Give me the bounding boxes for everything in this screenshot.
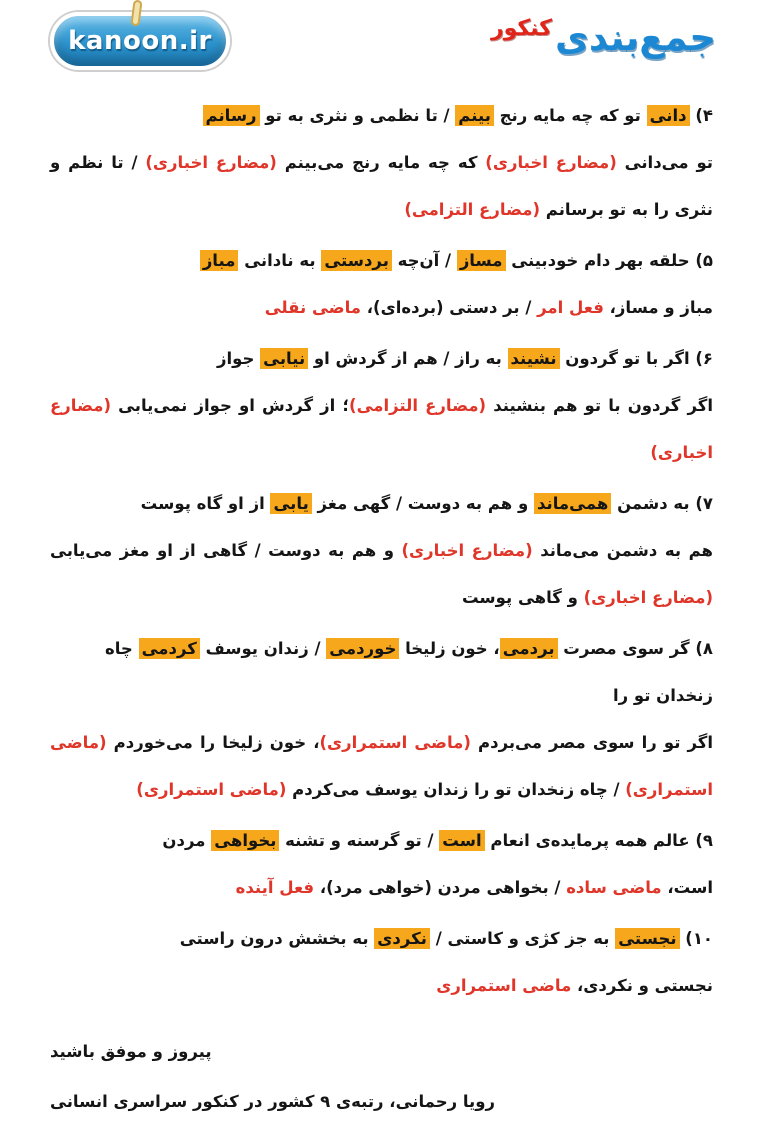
analysis-line xyxy=(50,527,713,621)
analysis-text: اگر گردون با تو هم بنشیند xyxy=(486,396,713,415)
highlighted-verb: نجستی xyxy=(615,928,679,949)
grammar-term: (مضارع اخباری) xyxy=(583,588,713,607)
poem-item-6 xyxy=(50,335,713,476)
highlighted-verb: کردمی xyxy=(139,638,200,659)
kanoon-logo xyxy=(50,12,230,70)
analysis-text: / بخواهی مردن (خواهی مرد)، xyxy=(314,878,567,897)
analysis-text: ، خون زلیخا را می‌خوردم xyxy=(106,733,320,752)
grammar-term: (ماضی استمراری) xyxy=(50,733,713,799)
analysis-text: است، xyxy=(661,878,713,897)
verse-text: جواز xyxy=(216,349,261,368)
verse-text: ۴) xyxy=(689,106,713,125)
highlighted-verb: مباز xyxy=(200,250,239,271)
analysis-line xyxy=(50,382,713,476)
verse-text: ۹) عالم همه پرمایده‌ی انعام xyxy=(484,831,713,850)
verse-text: ۸) گر سوی مصرت xyxy=(557,639,713,658)
verse-text: ، خون زلیخا xyxy=(399,639,500,658)
analysis-text: / تا نظم و نثری را به تو برسانم xyxy=(50,153,713,219)
grammar-term: (مضارع التزامی) xyxy=(404,200,541,219)
verse-text: به بخشش درون راستی xyxy=(179,929,375,948)
analysis-line xyxy=(50,284,713,331)
analysis-text: هم به دشمن می‌ماند xyxy=(532,541,714,560)
poem-item-5 xyxy=(50,237,713,331)
highlighted-verb: بردمی xyxy=(500,638,558,659)
highlighted-verb: بینم xyxy=(455,105,494,126)
verse-text: ۷) به دشمن xyxy=(611,494,713,513)
farewell-text: پیروز و موفق باشید xyxy=(50,1042,212,1061)
kanoon-logo-text: kanoon.ir xyxy=(68,26,212,56)
verse-line xyxy=(50,237,713,284)
highlighted-verb: نیابی xyxy=(260,348,308,369)
highlighted-verb: مساز xyxy=(457,250,506,271)
grammar-term: (ماضی استمراری) xyxy=(136,780,287,799)
highlighted-verb: دانی xyxy=(647,105,690,126)
highlighted-verb: نشیند xyxy=(508,348,560,369)
analysis-text: اگر تو را سوی مصر می‌بردم xyxy=(470,733,713,752)
verse-text: مردن xyxy=(162,831,212,850)
poem-item-8 xyxy=(50,625,713,813)
highlighted-verb: یابی xyxy=(270,493,311,514)
highlighted-verb: همی‌ماند xyxy=(534,493,611,514)
verse-text: به نادانی xyxy=(238,251,322,270)
verse-text: به راز / هم از گردش او xyxy=(308,349,508,368)
verse-text: و هم به دوست / گهی مغز xyxy=(311,494,534,513)
verse-text: / زندان یوسف xyxy=(199,639,327,658)
highlighted-verb: است xyxy=(439,830,484,851)
highlighted-verb: خوردمی xyxy=(326,638,399,659)
analysis-text: و گاهی پوست xyxy=(461,588,584,607)
analysis-text: / بر دستی (برده‌ای)، xyxy=(361,298,538,317)
grammar-term: ماضی استمراری xyxy=(436,976,572,995)
grammar-term: (مضارع اخباری) xyxy=(401,541,533,560)
grammar-term: فعل امر xyxy=(537,298,604,317)
grammar-term: (مضارع اخباری) xyxy=(50,396,713,462)
author-credit: رویا رحمانی، رتبه‌ی ۹ کشور در کنکور سراسری انسانی xyxy=(50,1092,495,1111)
poem-item-9 xyxy=(50,817,713,911)
grammar-term: (مضارع اخباری) xyxy=(485,153,617,172)
verse-line xyxy=(50,817,713,864)
analysis-text: و هم به دوست / گاهی از او مغز می‌یابی xyxy=(50,541,402,560)
verse-text: ۱۰) xyxy=(679,929,713,948)
analysis-text: مباز و مساز، xyxy=(603,298,713,317)
poem-item-4 xyxy=(50,92,713,233)
brand-title-red: کنکور xyxy=(490,16,552,41)
grammar-term: فعل آینده xyxy=(235,878,315,897)
analysis-line xyxy=(50,864,713,911)
analysis-line xyxy=(50,719,713,813)
verse-line xyxy=(50,480,713,527)
verse-text: ۶) اگر با تو گردون xyxy=(559,349,713,368)
verse-text: تو که چه مایه رنج xyxy=(493,106,647,125)
highlighted-verb: بردستی xyxy=(321,250,392,271)
poem-item-10 xyxy=(50,915,713,1009)
verse-text: از او گاه پوست xyxy=(140,494,271,513)
analysis-line xyxy=(50,139,713,233)
analysis-text: تو می‌دانی xyxy=(616,153,713,172)
grammar-term: (مضارع اخباری) xyxy=(145,153,277,172)
verse-text: / تا نظمی و نثری به تو xyxy=(259,106,456,125)
verse-line xyxy=(50,915,713,962)
paperclip-icon xyxy=(130,0,142,26)
highlighted-verb: رسانم xyxy=(203,105,260,126)
analysis-text: ؛ از گردش او جواز نمی‌یابی xyxy=(110,396,350,415)
verse-text: / تو گرسنه و تشنه xyxy=(279,831,440,850)
grammar-term: (ماضی استمراری) xyxy=(319,733,471,752)
lesson-content xyxy=(0,84,768,1009)
highlighted-verb: بخواهی xyxy=(211,830,279,851)
analysis-line xyxy=(50,962,713,1009)
grammar-term: (مضارع التزامی) xyxy=(349,396,487,415)
analysis-text: نجستی و نکردی، xyxy=(571,976,713,995)
brand-title-blue: جمع‌بندی xyxy=(554,16,716,59)
highlighted-verb: نکردی xyxy=(374,928,430,949)
verse-text: / آن‌چه xyxy=(391,251,457,270)
analysis-text: که چه مایه رنج می‌بینم xyxy=(276,153,486,172)
verse-line xyxy=(50,92,713,139)
verse-line xyxy=(50,625,713,719)
analysis-text: / چاه زنخدان تو را زندان یوسف می‌کردم xyxy=(286,780,626,799)
page-header xyxy=(0,0,768,84)
verse-line xyxy=(50,335,713,382)
verse-text: چاه زنخدان تو را xyxy=(105,639,713,705)
verse-text: به جز کژی و کاستی / xyxy=(429,929,616,948)
grammar-term: ماضی ساده xyxy=(566,878,662,897)
brand-title xyxy=(491,18,716,59)
poem-item-7 xyxy=(50,480,713,621)
grammar-term: ماضی نقلی xyxy=(264,298,362,317)
verse-text: ۵) حلقه بهر دام خودبینی xyxy=(505,251,713,270)
page-footer xyxy=(0,1013,768,1127)
